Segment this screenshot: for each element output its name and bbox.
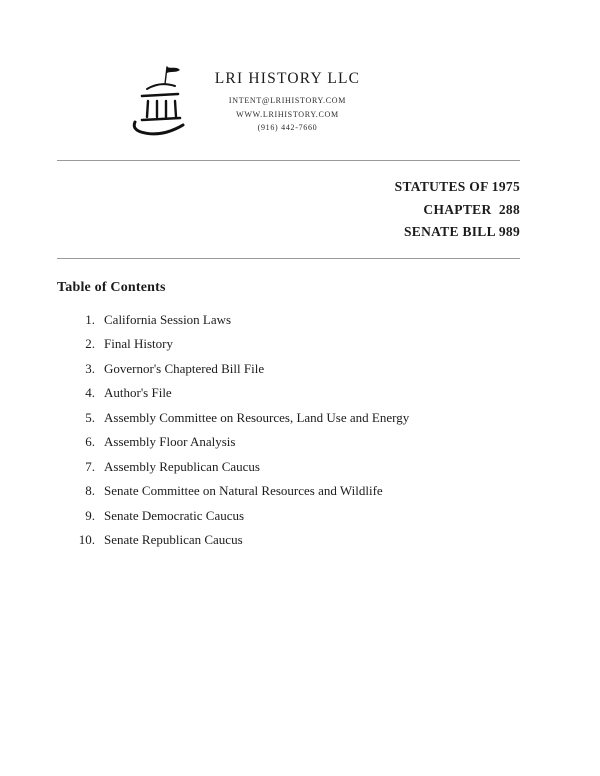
senate-bill-line: SENATE BILL 989 xyxy=(403,224,520,239)
toc-item-number: 8. xyxy=(85,483,95,498)
reference-block xyxy=(57,176,520,244)
toc-title: Table of Contents xyxy=(57,279,166,295)
toc-item-number: 5. xyxy=(85,409,95,425)
toc-list xyxy=(57,313,520,547)
toc-item-label: Governor's Chaptered Bill File xyxy=(104,360,265,376)
toc-item-number: 4. xyxy=(85,385,95,400)
toc-item-number: 3. xyxy=(85,360,95,376)
toc-item xyxy=(69,533,520,547)
statutes-line: STATUTES OF 1975 xyxy=(394,179,520,194)
company-phone: (916) 442-7660 xyxy=(257,123,318,132)
letterhead xyxy=(12,0,475,140)
toc-item-number: 9. xyxy=(85,507,95,523)
chapter-line: CHAPTER 288 xyxy=(423,201,520,217)
capitol-sketch-logo-icon xyxy=(127,62,193,140)
toc-item-number: 10. xyxy=(78,532,95,547)
toc-item-label: Senate Committee on Natural Resources and Wildlife xyxy=(104,483,383,498)
letterhead-text xyxy=(215,62,360,135)
toc-item xyxy=(69,362,520,376)
toc-item xyxy=(69,313,520,327)
toc-item xyxy=(69,460,520,474)
capitol-sketch-logo-svg xyxy=(127,62,193,140)
toc-item-number: 7. xyxy=(85,458,95,474)
toc-item-label: Assembly Floor Analysis xyxy=(104,434,236,449)
toc-item-label: Author's File xyxy=(104,385,172,400)
toc-item-label: Assembly Committee on Resources, Land Use and Energy xyxy=(104,409,410,425)
toc-item-label: California Session Laws xyxy=(104,311,232,327)
divider-top xyxy=(57,160,520,161)
toc-item-label: Final History xyxy=(104,336,173,351)
toc-item-number: 2. xyxy=(85,336,95,351)
toc-item xyxy=(69,484,520,498)
toc-item xyxy=(69,386,520,400)
toc-item xyxy=(69,509,520,523)
toc-item xyxy=(69,411,520,425)
toc-item xyxy=(69,337,520,351)
toc-item-number: 1. xyxy=(85,311,95,327)
toc-item-label: Senate Republican Caucus xyxy=(104,532,243,547)
company-name: LRI HISTORY LLC xyxy=(214,70,361,87)
toc-item-number: 6. xyxy=(85,434,95,449)
toc-item-label: Assembly Republican Caucus xyxy=(104,458,260,474)
toc-item xyxy=(69,435,520,449)
company-email: INTENT@LRIHISTORY.COM xyxy=(228,96,347,105)
toc-item-label: Senate Democratic Caucus xyxy=(104,507,245,523)
company-website: WWW.LRIHISTORY.COM xyxy=(236,109,339,119)
divider-middle xyxy=(57,258,520,259)
